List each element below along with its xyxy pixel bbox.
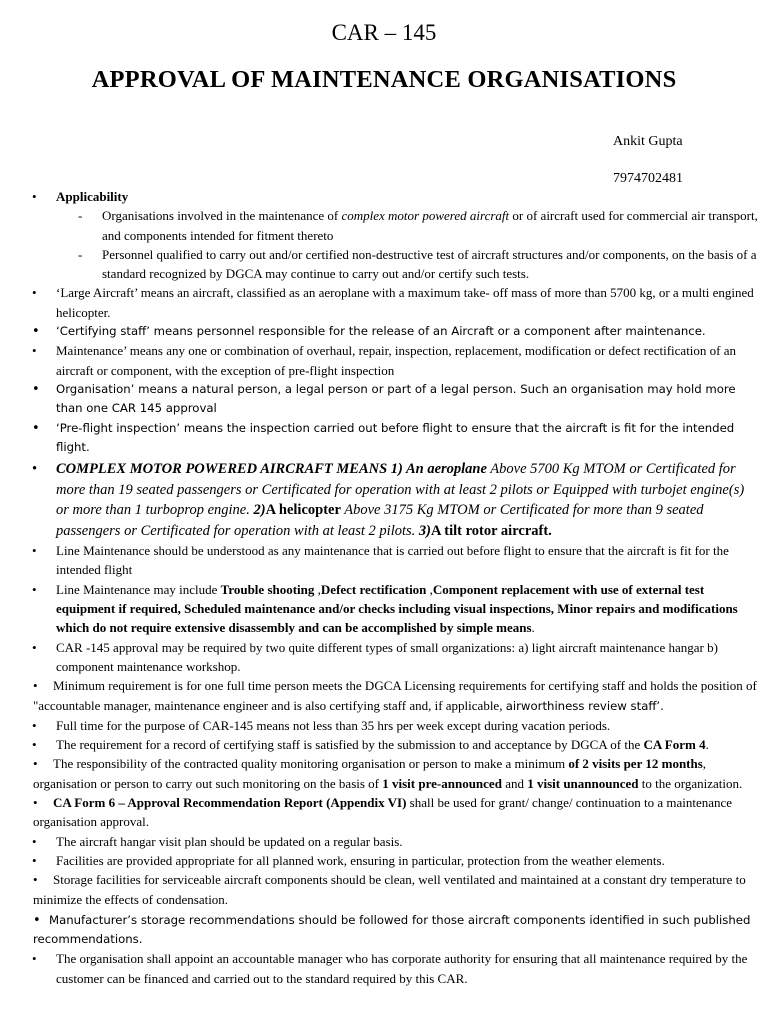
bullet: • <box>32 343 37 359</box>
text: , organisation or person to carry out such monitoring on the basis of <box>33 756 707 791</box>
text-bold-italic: COMPLEX MOTOR POWERED AIRCRAFT MEANS 1) An aeroplane <box>56 461 487 478</box>
bullet: • <box>32 852 37 868</box>
text-bold: A tilt rotor aircraft. <box>431 522 552 539</box>
list-item-organisation <box>0 380 768 419</box>
list-item-large-aircraft <box>0 283 768 322</box>
document-code: CAR – 145 <box>331 20 437 45</box>
text: to the organization. <box>638 775 743 791</box>
text: The requirement for a record of certifying staff is satisfied by the submission to and acceptance by DGCA of the <box>56 737 644 753</box>
text: . <box>531 620 535 636</box>
author-phone: 7974702481 <box>613 171 683 186</box>
list-item-complex-aircraft <box>0 459 768 541</box>
text: Full time for the purpose of CAR-145 means not less than 35 hrs per week except during vacation periods. <box>56 717 611 733</box>
text-bold: Component replacement with use of external test equipment if required, Scheduled maintenance and/or checks including visual inspections, Minor repairs and modifications which do not require extensive disassembly and can be accomplished by simple means <box>56 581 738 636</box>
text: Facilities are provided appropriate for all planned work, ensuring in particular, protection from the weather elements. <box>56 852 665 868</box>
text: Minimum requirement is for one full time person meets the DGCA Licensing requirements for certifying staff and holds the position of "accountable manager, maintenance engineer and is also certifying staff and, if applicable, <box>33 678 757 713</box>
text-bold: CA Form 6 – Approval Recommendation Report (Appendix VI) <box>53 795 407 811</box>
list-item-form6 <box>0 793 768 832</box>
text-bold: 1 visit unannounced <box>527 775 639 791</box>
bullet: • <box>32 833 37 849</box>
bullet: • <box>33 872 38 888</box>
text-sans: airworthiness review staff’. <box>505 698 664 713</box>
applicability-heading: Applicability <box>56 189 129 204</box>
list-item-minimum-requirement <box>0 676 768 716</box>
text-bold: CA Form 4 <box>643 737 706 753</box>
list-item-line-maintenance-definition <box>0 541 768 580</box>
dash: - <box>78 208 83 224</box>
bullet: • <box>32 717 37 733</box>
bullet: • <box>32 461 38 478</box>
list-item-line-maintenance-includes <box>0 580 768 638</box>
text: ‘Certifying staff’ means personnel responsible for the release of an Aircraft or a component after maintenance. <box>56 324 706 339</box>
list-item-applicability <box>0 187 768 206</box>
text: The responsibility of the contracted quality monitoring organisation or person to make a minimum <box>53 756 569 772</box>
bullet: • <box>32 639 37 655</box>
text: The organisation shall appoint an accountable manager who has corporate authority for ensuring that all maintenance required by the customer can be financed and carried out to the standard required by this CAR. <box>56 951 748 986</box>
bullet: • <box>33 795 38 811</box>
list-item-facilities <box>0 851 768 870</box>
text: Personnel qualified to carry out and/or certified non-destructive test of aircraft structures and/or components, on the basis of a standard recognized by DGCA may continue to carry out and/or certify such tests. <box>102 246 757 282</box>
text-bold-italic: 3) <box>418 522 431 539</box>
text: CAR -145 approval may be required by two quite different types of small organizations: a) light aircraft maintenance hangar b) component maintenance workshop. <box>56 639 718 674</box>
dash: - <box>78 246 83 262</box>
bullet: • <box>33 756 38 772</box>
text-bold: 1 visit pre-announced <box>382 775 502 791</box>
text-bold: Defect rectification <box>320 581 427 597</box>
text-bold: of 2 visits per 12 months <box>568 756 703 772</box>
document-body <box>0 187 768 988</box>
text: . <box>705 737 709 753</box>
document-title: APPROVAL OF MAINTENANCE ORGANISATIONS <box>91 66 677 93</box>
list-item-hangar-plan <box>0 832 768 851</box>
list-item-car145-types <box>0 638 768 677</box>
bullet: • <box>32 737 37 753</box>
bullet: • <box>32 285 37 301</box>
text-italic: Above 5700 Kg MTOM or Certificated for more than 19 seated passengers or Certificated for operation with at least 2 pilots or Equipped with turbojet engine(s) or more than 1 turboprop engine. <box>56 461 745 519</box>
text: , <box>314 581 321 597</box>
text-bold: A helicopter <box>265 502 341 519</box>
text: , <box>426 581 433 597</box>
text-bold: Trouble shooting <box>220 581 315 597</box>
text: shall be used for grant/ change/ continuation to a maintenance organisation approval. <box>33 795 733 830</box>
text: and <box>501 775 528 791</box>
text: Organisation’ means a natural person, a legal person or part of a legal person. Such an organisation may hold more than one CAR 145 approval <box>56 381 736 416</box>
text: Manufacturer’s storage recommendations should be followed for those aircraft components identified in such published recommendations. <box>33 912 751 947</box>
text-italic: Above 3175 Kg MTOM or Certificated for more than 9 seated passengers or Certificated for operation with at least 2 pilots. <box>56 502 704 539</box>
text: Line Maintenance should be understood as any maintenance that is carried out before flight to ensure that the aircraft is fit for the intended flight <box>56 543 729 578</box>
text-bold-italic: 2) <box>253 502 266 519</box>
sub-item-organisations <box>0 206 768 245</box>
text: Storage facilities for serviceable aircraft components should be clean, well ventilated and maintained at a constant dry temperature to minimize the effects of condensation. <box>33 872 746 907</box>
list-item-record <box>0 735 768 754</box>
text: Organisations involved in the maintenance of <box>102 208 342 224</box>
list-item-full-time <box>0 716 768 735</box>
bullet: • <box>33 912 41 928</box>
text: The aircraft hangar visit plan should be updated on a regular basis. <box>56 833 403 849</box>
text: Maintenance’ means any one or combination of overhaul, repair, inspection, replacement, modification or defect rectification of an aircraft or component, with the exception of pre-flight inspection <box>56 343 737 378</box>
bullet: • <box>32 189 37 204</box>
text: ‘Large Aircraft’ means an aircraft, classified as an aeroplane with a maximum take- off mass of more than 5700 kg, or a multi engined helicopter. <box>56 285 754 320</box>
author-name: Ankit Gupta <box>613 134 683 149</box>
text: or of aircraft used for commercial air transport, and components intended for fitment thereto <box>102 208 758 243</box>
text-italic: complex motor powered aircraft <box>341 208 510 224</box>
sub-item-personnel <box>0 245 768 284</box>
bullet: • <box>32 381 40 397</box>
list-item-certifying-staff <box>0 322 768 341</box>
bullet: • <box>32 543 37 559</box>
list-item-preflight <box>0 419 768 458</box>
list-item-quality-monitoring <box>0 754 768 793</box>
text: Line Maintenance may include <box>56 581 221 597</box>
list-item-storage <box>0 870 768 909</box>
bullet: • <box>32 324 40 340</box>
text: ‘Pre-flight inspection’ means the inspection carried out before flight to ensure that the aircraft is fit for the intended flight. <box>56 420 735 454</box>
list-item-accountable-manager <box>0 949 768 988</box>
list-item-maintenance <box>0 341 768 380</box>
bullet: • <box>32 951 37 967</box>
bullet: • <box>33 678 38 694</box>
list-item-manufacturer <box>0 911 768 950</box>
bullet: • <box>32 581 37 597</box>
bullet: • <box>32 420 40 436</box>
